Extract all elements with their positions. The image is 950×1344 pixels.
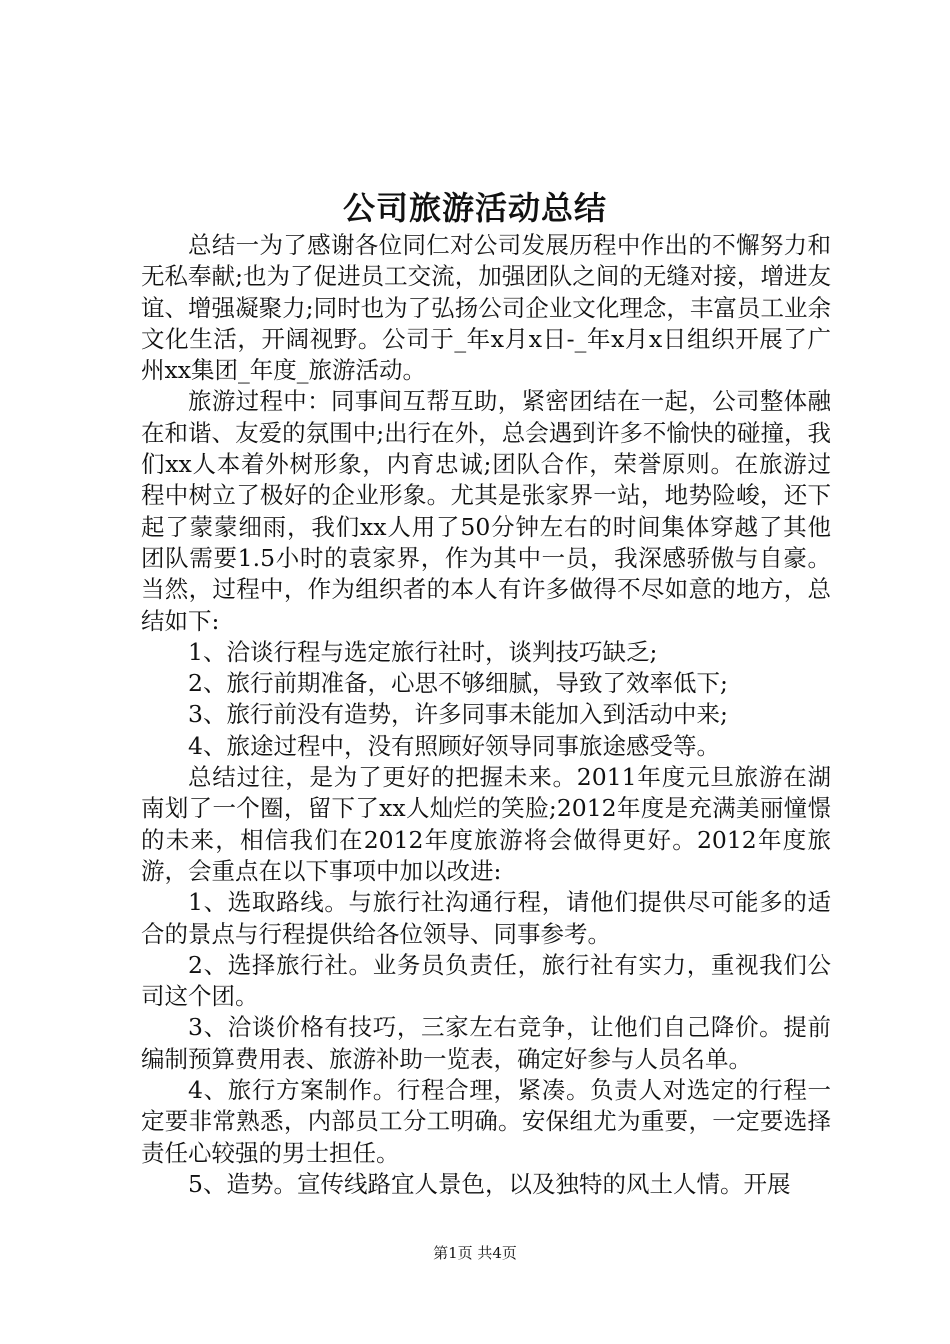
page-footer: 第1页 共4页 — [433, 1244, 517, 1262]
paragraph: 1、选取路线。与旅行社沟通行程，请他们提供尽可能多的适合的景点与行程提供给各位领导、同事参考。 — [141, 888, 831, 948]
paragraph: 总结过往，是为了更好的把握未来。2011年度元旦旅游在湖南划了一个圈，留下了xx人灿烂的笑脸;2012年度是充满美丽憧憬的未来，相信我们在2012年度旅游将会做得更好。2012年度旅游，会重点在以下事项中加以改进: — [141, 763, 831, 885]
paragraph: 2、选择旅行社。业务员负责任，旅行社有实力，重视我们公司这个团。 — [141, 950, 831, 1011]
document-title: 公司旅游活动总结 — [342, 189, 607, 227]
paragraph: 4、旅途过程中，没有照顾好领导同事旅途感受等。 — [188, 731, 720, 760]
paragraph: 2、旅行前期准备，心思不够细腻，导致了效率低下; — [188, 669, 728, 698]
paragraph: 1、洽谈行程与选定旅行社时，谈判技巧缺乏; — [188, 637, 658, 666]
paragraph: 3、旅行前没有造势，许多同事未能加入到活动中来; — [188, 700, 728, 729]
paragraph: 4、旅行方案制作。行程合理，紧凑。负责人对选定的行程一定要非常熟悉，内部员工分工明确。安保组尤为重要，一定要选择责任心较强的男士担任。 — [141, 1076, 831, 1167]
paragraph: 5、造势。宣传线路宜人景色，以及独特的风土人情。开展 — [188, 1169, 791, 1198]
paragraph: 旅游过程中：同事间互帮互助，紧密团结在一起，公司整体融在和谐、友爱的氛围中;出行在外，总会遇到许多不愉快的碰撞，我们xx人本着外树形象，内育忠诚;团队合作，荣誉原则。在旅游过程中树立了极好的企业形象。尤其是张家界一站，地势险峻，还下起了蒙蒙细雨，我们xx人用了50分钟左右的时间集体穿越了其他团队需要1.5小时的袁家界，作为其中一员，我深感骄傲与自豪。当然，过程中，作为组织者的本人有许多做得不尽如意的地方，总结如下: — [141, 387, 831, 635]
paragraph: 总结一为了感谢各位同仁对公司发展历程中作出的不懈努力和无私奉献;也为了促进员工交流，加强团队之间的无缝对接，增进友谊、增强凝聚力;同时也为了弘扬公司企业文化理念，丰富员工业余文化生活，开阔视野。公司于_年x月x日-_年x月x日组织开展了广州xx集团_年度_旅游活动。 — [141, 231, 831, 385]
document-body — [141, 230, 831, 1200]
paragraph: 3、洽谈价格有技巧，三家左右竞争，让他们自己降价。提前编制预算费用表、旅游补助一览表，确定好参与人员名单。 — [141, 1013, 831, 1073]
